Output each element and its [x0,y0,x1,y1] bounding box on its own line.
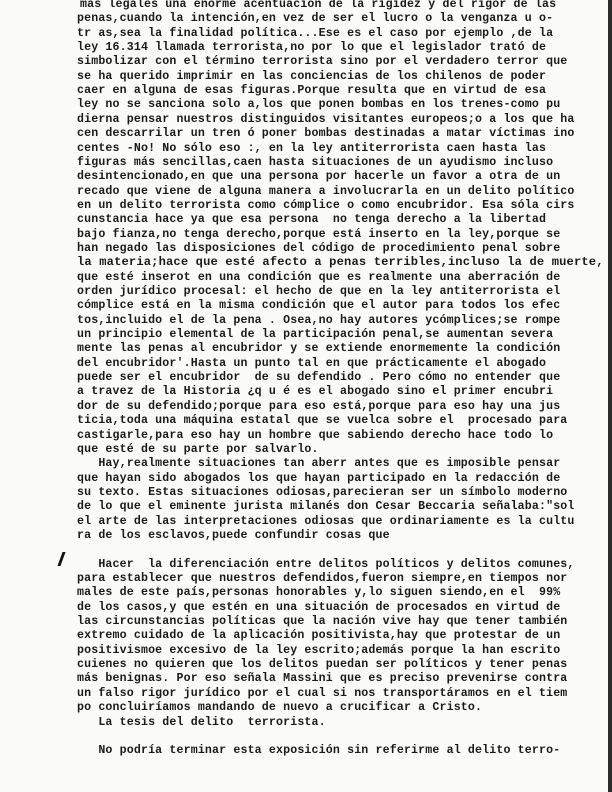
text-line: dor de su defendido;porque para eso está,porque para eso hay una jus [77,399,561,413]
text-line: que hayan sido abogados los que hayan participado en la redacción de [77,471,561,485]
text-line: del encubridor'.Hasta un punto tal en que prácticamente el abogado [77,356,547,370]
text-line: ticia,toda una máquina estatal que se vuelca sobre el procesado para [77,414,568,428]
text-line: orden jurídico procesal: el hecho de que en la ley antiterrorista el [77,285,561,298]
text-line: el arte de las interpretaciones odiosas que ordinariamente es la cultu [77,514,575,528]
text-line: cunstancia hace ya que esa persona no tenga derecho a la libertad [77,213,547,227]
text-line: desintencionado,en que una persona por hacerle un favor a otra de un [77,170,561,184]
text-line: castigarle,para eso hay un hombre que sabiendo derecho hace todo lo [77,428,554,442]
text-line: tr as,sea la finalidad política...Ese es el caso por ejemplo ,de la [77,26,554,40]
text-line: ra de los esclavos,puede confundir cosas que [77,528,390,542]
text-line: Hay,realmente situaciones tan aberr antes que es imposible pensar [77,457,561,471]
handwritten-margin-mark [57,552,77,566]
text-line: extremo cuidado de la aplicación positivista,hay que protestar de un [77,629,561,643]
text-line: mente las penas al encubridor y se extiende enormemente la condición [77,342,561,356]
text-line: han negado las disposiciones del código de procedimiento penal sobre [77,241,561,255]
text-line: se ha querido imprimir en las conciencias de los chilenos de poder [77,69,547,83]
text-line: cuienes no quieren que los delitos puedan ser políticos y tener penas [77,658,568,672]
text-line: ley no se sanciona solo a,los que ponen bombas en los trenes-como pu [77,98,561,112]
text-line: a travez de la Historia ¿q u é es el abogado sino el primer encubri [77,385,554,399]
text-line: centes -No! No sólo eso :, en la ley antiterrorista caen hasta las [77,141,547,155]
text-line: la materia;hace que esté afecto a penas terribles,incluso la de muerte, [77,256,604,270]
text-line: cen descarrilar un tren ó poner bombas destinadas a matar víctimas ino [77,127,575,141]
text-line: puede ser el encubridor de su defendido . Pero cómo no entender que [77,371,561,385]
text-line: de los casos,y que estén en una situación de procesados en virtud de [77,600,561,614]
text-line: más benignas. Por eso señala Massini que es preciso prevenirse contra [77,672,568,686]
text-line: bajo fianza,no tenga derecho,porque está inserto en la ley,porque se [77,227,561,241]
text-line: las circunstancias políticas que la nación vive hay que tener también [77,615,568,629]
text-line: simbolizar con el término terrorista sino por el verdadero terror que [77,55,568,69]
text-line: La tesis del delito terrorista. [77,715,326,729]
text-line: tos,incluido el de la pena . Osea,no hay autores ycómplices;se rompe [77,313,561,327]
text-line: de lo que el eminente jurista milanés don Cesar Beccaria señalaba:"sol [77,500,575,514]
text-line: No podría terminar esta exposición sin referirme al delito terro- [77,744,561,758]
text-line: figuras más sencillas,caen hasta situaciones de un ayudismo incluso [77,155,554,169]
text-line: Hacer la diferenciación entre delitos políticos y delitos comunes, [77,557,575,571]
text-line: recado que viene de alguna manera a involucrarla en un delito político [77,184,575,198]
text-line: que esté de su parte por salvarlo. [77,442,319,456]
text-line: mas legales una enorme acentuación de la rigidez y del rigor de las [80,0,557,11]
text-line: un falso rigor jurídico por el cual si nos transportáramos en el tiem [77,686,568,700]
text-line: dierna pensar nuestros distinguidos visitantes europeos;o a los que ha [77,112,575,126]
text-line: caer en alguna de esas figuras.Porque resulta que en virtud de esa [77,84,547,98]
text-line: cómplice está en la misma condición que el autor para todos los efec [77,299,561,313]
text-line: un principio elemental de la participación penal,se aumentan severa [77,328,554,342]
text-line: su texto. Estas situaciones odiosas,parecieran ser un símbolo moderno [77,485,568,499]
text-line: po concluiríamos mandando de nuevo a crucificar a Cristo. [77,701,483,715]
text-line: para establecer que nuestros defendidos,fueron siempre,en tiempos nor [77,572,568,585]
text-line: males de este país,personas honorables y,lo siguen siendo,en el 99% [77,586,561,600]
text-line: ley 16.314 llamada terrorista,no por lo que el legislador trató de [77,41,547,55]
text-line: que esté inserot en una condición que es realmente una aberración de [77,270,561,284]
text-line: en un delito terrorista como cómplice o como encubridor. Esa sóla cirs [77,198,575,212]
text-line: penas,cuando la intención,en vez de ser el lucro o la venganza u o- [77,12,554,26]
page-edge-shadow [608,0,612,792]
text-line: positivismoe excesivo de la ley escrito;además porque la han escrito [77,643,561,657]
